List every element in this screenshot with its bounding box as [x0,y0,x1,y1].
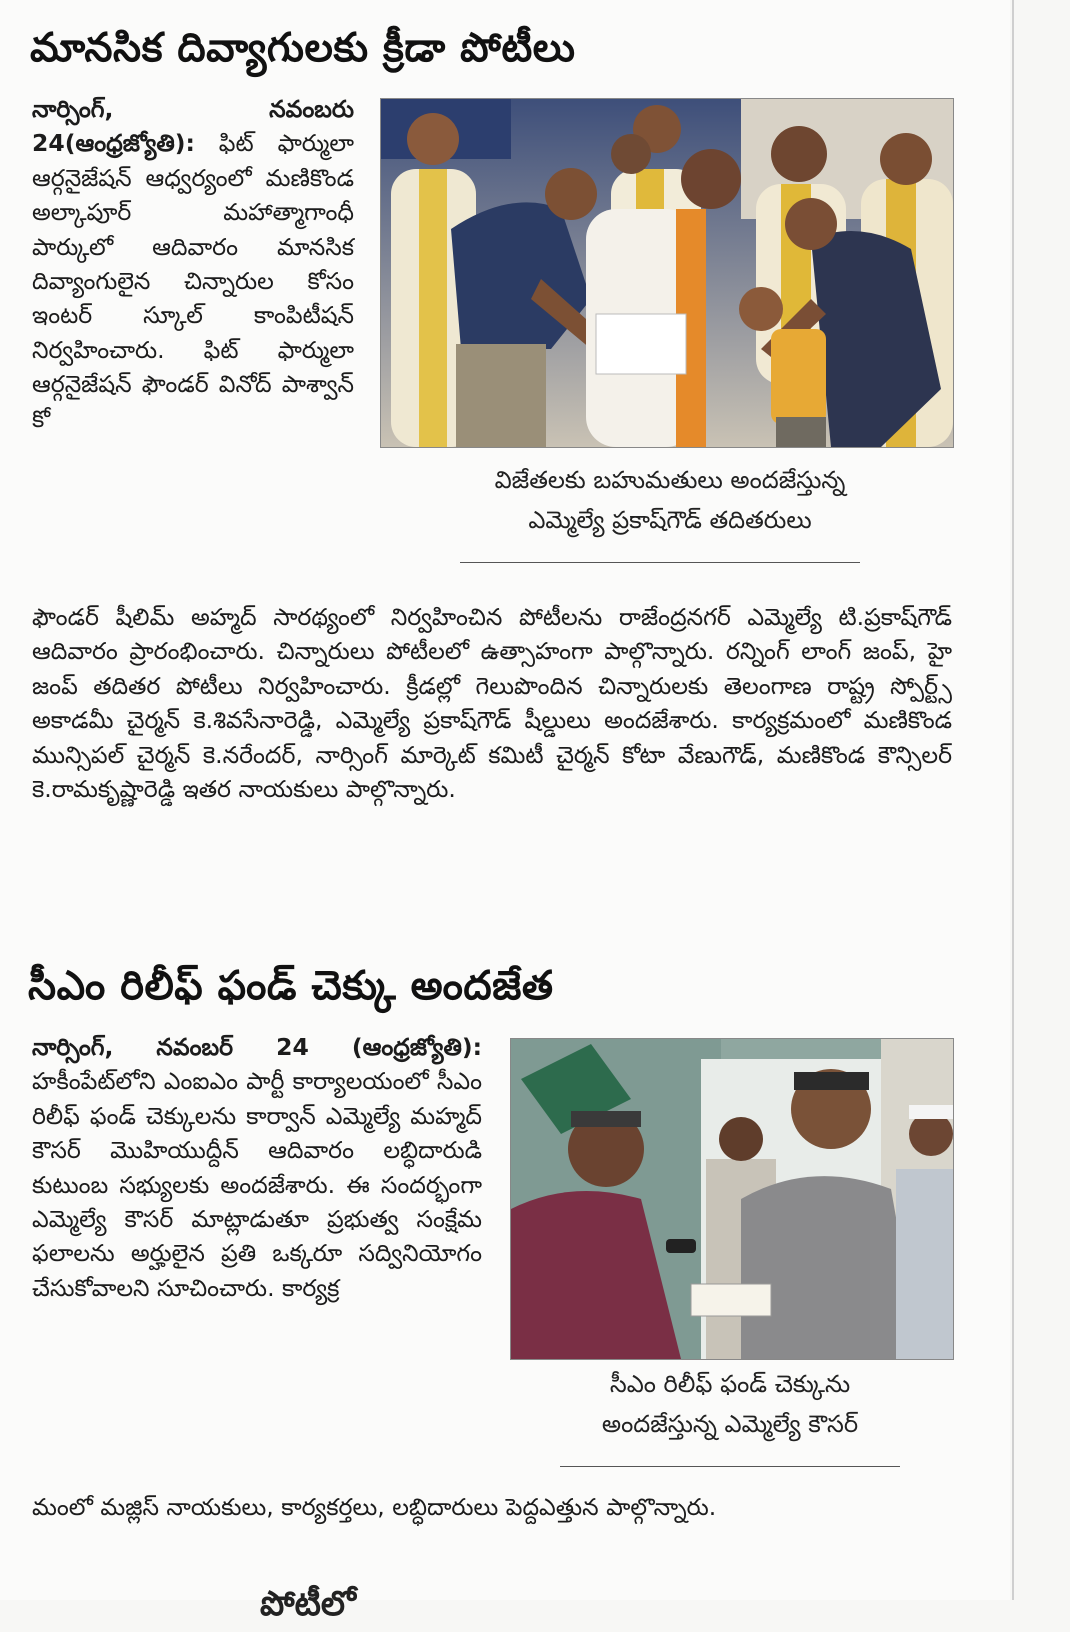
next-headline-cut: పోటీలో [260,1584,356,1624]
article2-body-text: మంలో మజ్లిస్ నాయకులు, కార్యకర్తలు, లబ్ధిదారులు పెద్దఎత్తున పాల్గొన్నారు. [32,1493,717,1521]
award-ceremony-photo [381,99,953,447]
column-divider [1012,0,1014,1600]
article2-caption-line2: అందజేస్తున్న ఎమ్మెల్యే కౌసర్ [601,1410,859,1438]
article2-dateline: నార్సింగ్, నవంబర్ 24 (ఆంధ్రజ్యోతి): [32,1033,482,1061]
article2-headline: సీఎం రిలీఫ్ ఫండ్ చెక్కు అందజేత [28,963,554,1009]
article1-caption [400,460,940,540]
article1-body-text: ఫౌండర్ షీలిమ్ అహ్మద్ సారథ్యంలో నిర్వహించిన పోటీలను రాజేంద్రనగర్ ఎమ్మెల్యే టి.ప్రకాష్‌గౌడ్ ఆదివారం ప్రారంభించారు. చిన్నారులు పోటీలలో ఉత్సాహంగా పాల్గొన్నారు. రన్నింగ్ లాంగ్ జంప్, హై జంప్ తదితర పోటీలు నిర్వహించారు. క్రీడల్లో గెలుపొందిన చిన్నారులకు తెలంగాణ రాష్ట్ర స్పోర్ట్స్ అకాడమీ చైర్మన్ కె.శివసేనారెడ్డి, ఎమ్మెల్యే ప్రకాష్‌గౌడ్ షీల్డులు అందజేశారు. కార్యక్రమంలో మణికొండ మున్సిపల్ చైర్మన్ కె.నరేందర్, నార్సింగ్ మార్కెట్ కమిటీ చైర్మన్ కోటా వేణుగౌడ్, మణికొండ కౌన్సిలర్ కె.రామకృష్ణారెడ్డి ఇతర నాయకులు పాల్గొన్నారు. [32,603,952,804]
article2-photo [510,1038,954,1360]
article1-column-text [32,92,354,436]
article1-caption-line2: ఎమ్మెల్యే ప్రకాష్‌గౌడ్ తదితరులు [528,506,812,534]
article1-photo [380,98,954,448]
article1-column-body: ఫిట్ ఫార్ములా ఆర్గనైజేషన్ ఆధ్వర్యంలో మణికొండ అల్కాపూర్ మహాత్మాగాంధీ పార్కులో ఆదివారం మానసిక దివ్యాంగులైన చిన్నారుల కోసం ఇంటర్ స్కూల్ కాంపిటీషన్ నిర్వహించారు. ఫిట్ ఫార్ములా ఆర్గనైజేషన్ ఫౌండర్ వినోద్ పాశ్వాన్ కో [32,129,354,433]
article2-column-text [32,1030,482,1305]
article2-caption-line1: సీఎం రిలీఫ్ ఫండ్ చెక్కును [609,1370,851,1398]
article1-headline: మానసిక దివ్యాగులకు క్రీడా పోటీలు [30,25,576,71]
article1-caption-line1: విజేతలకు బహుమతులు అందజేస్తున్న [494,466,846,494]
article1-caption-rule [460,562,860,563]
article1-dateline: నార్సింగ్, నవంబరు 24(ఆంధ్రజ్యోతి): [32,95,354,158]
article2-caption [515,1364,945,1444]
article2-caption-rule [560,1466,900,1467]
cheque-handover-photo [511,1039,953,1359]
article2-column-body: హకీంపేట్‌లోని ఎంఐఎం పార్టీ కార్యాలయంలో సీఎం రిలీఫ్ ఫండ్ చెక్కులను కార్వాన్ ఎమ్మెల్యే మహ్మద్ కౌసర్ మొహియుద్దీన్ ఆదివారం లబ్ధిదారుడి కుటుంబ సభ్యులకు అందజేశారు. ఈ సందర్భంగా ఎమ్మెల్యే కౌసర్ మాట్లాడుతూ ప్రభుత్వ సంక్షేమ ఫలాలను అర్హులైన ప్రతి ఒక్కరూ సద్వినియోగం చేసుకోవాలని సూచించారు. కార్యక్ర [32,1067,482,1302]
